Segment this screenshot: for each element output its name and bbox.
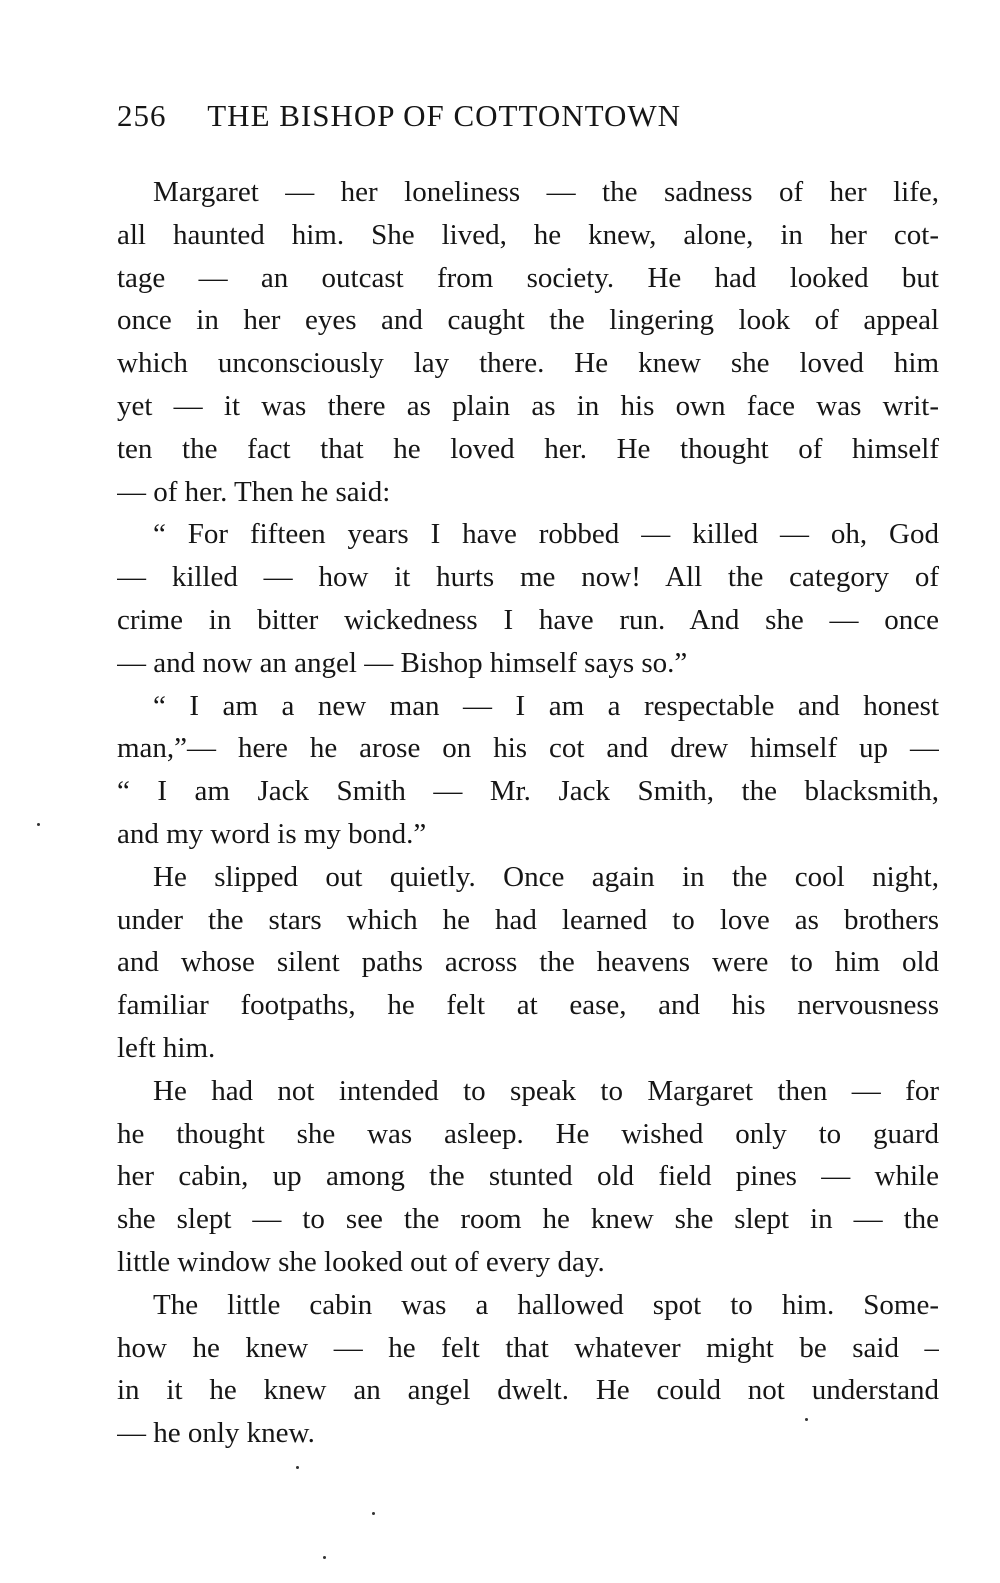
page-number: 256: [117, 98, 167, 133]
text-line: “ I am a new man — I am a respectable and honest: [153, 689, 939, 722]
text-line: — of her. Then he said:: [117, 475, 391, 508]
scan-speck: [805, 1418, 808, 1421]
text-line: ten the fact that he loved her. He thought of himself: [117, 432, 939, 465]
text-line: crime in bitter wickedness I have run. And she — once: [117, 603, 939, 636]
text-line: He slipped out quietly. Once again in the cool night,: [153, 860, 939, 893]
text-line: — killed — how it hurts me now! All the category of: [117, 561, 939, 594]
text-line: yet — it was there as plain as in his own face was writ-: [117, 389, 939, 422]
text-line: which unconsciously lay there. He knew she loved him: [117, 347, 939, 380]
text-line: her cabin, up among the stunted old field pines — while: [117, 1160, 939, 1193]
text-line: and my word is my bond.”: [117, 817, 427, 850]
running-header: [117, 98, 837, 144]
text-line: — and now an angel — Bishop himself says so.”: [117, 646, 688, 679]
text-line: little window she looked out of every day.: [117, 1245, 605, 1278]
text-line: he thought she was asleep. He wished only to guard: [117, 1117, 939, 1150]
scan-speck: [37, 823, 40, 826]
text-line: all haunted him. She lived, he knew, alone, in her cot-: [117, 218, 939, 251]
text-line: He had not intended to speak to Margaret then — for: [153, 1074, 939, 1107]
text-line: and whose silent paths across the heavens were to him old: [117, 946, 939, 979]
text-line: she slept — to see the room he knew she slept in — the: [117, 1203, 939, 1236]
text-line: once in her eyes and caught the lingering look of appeal: [117, 304, 939, 337]
text-line: “ I am Jack Smith — Mr. Jack Smith, the blacksmith,: [117, 775, 939, 808]
text-line: how he knew — he felt that whatever might be said –: [117, 1331, 939, 1364]
scan-speck: [296, 1466, 299, 1469]
text-line: left him.: [117, 1031, 216, 1064]
body-text: [117, 171, 939, 1455]
text-line: Margaret — her loneliness — the sadness of her life,: [153, 176, 939, 208]
text-line: — he only knew.: [117, 1417, 315, 1450]
scan-speck: [323, 1556, 326, 1559]
scan-speck: [372, 1512, 375, 1515]
text-line: under the stars which he had learned to love as brothers: [117, 903, 939, 936]
text-line: man,”— here he arose on his cot and drew himself up —: [117, 732, 939, 765]
text-line: familiar footpaths, he felt at ease, and his nervousness: [117, 989, 939, 1022]
text-line: tage — an outcast from society. He had looked but: [117, 261, 939, 294]
text-line: The little cabin was a hallowed spot to him. Some-: [153, 1288, 939, 1321]
text-line: in it he knew an angel dwelt. He could not understand: [117, 1374, 939, 1407]
text-line: “ For fifteen years I have robbed — killed — oh, God: [153, 518, 939, 551]
running-title: THE BISHOP OF COTTONTOWN: [207, 98, 682, 133]
